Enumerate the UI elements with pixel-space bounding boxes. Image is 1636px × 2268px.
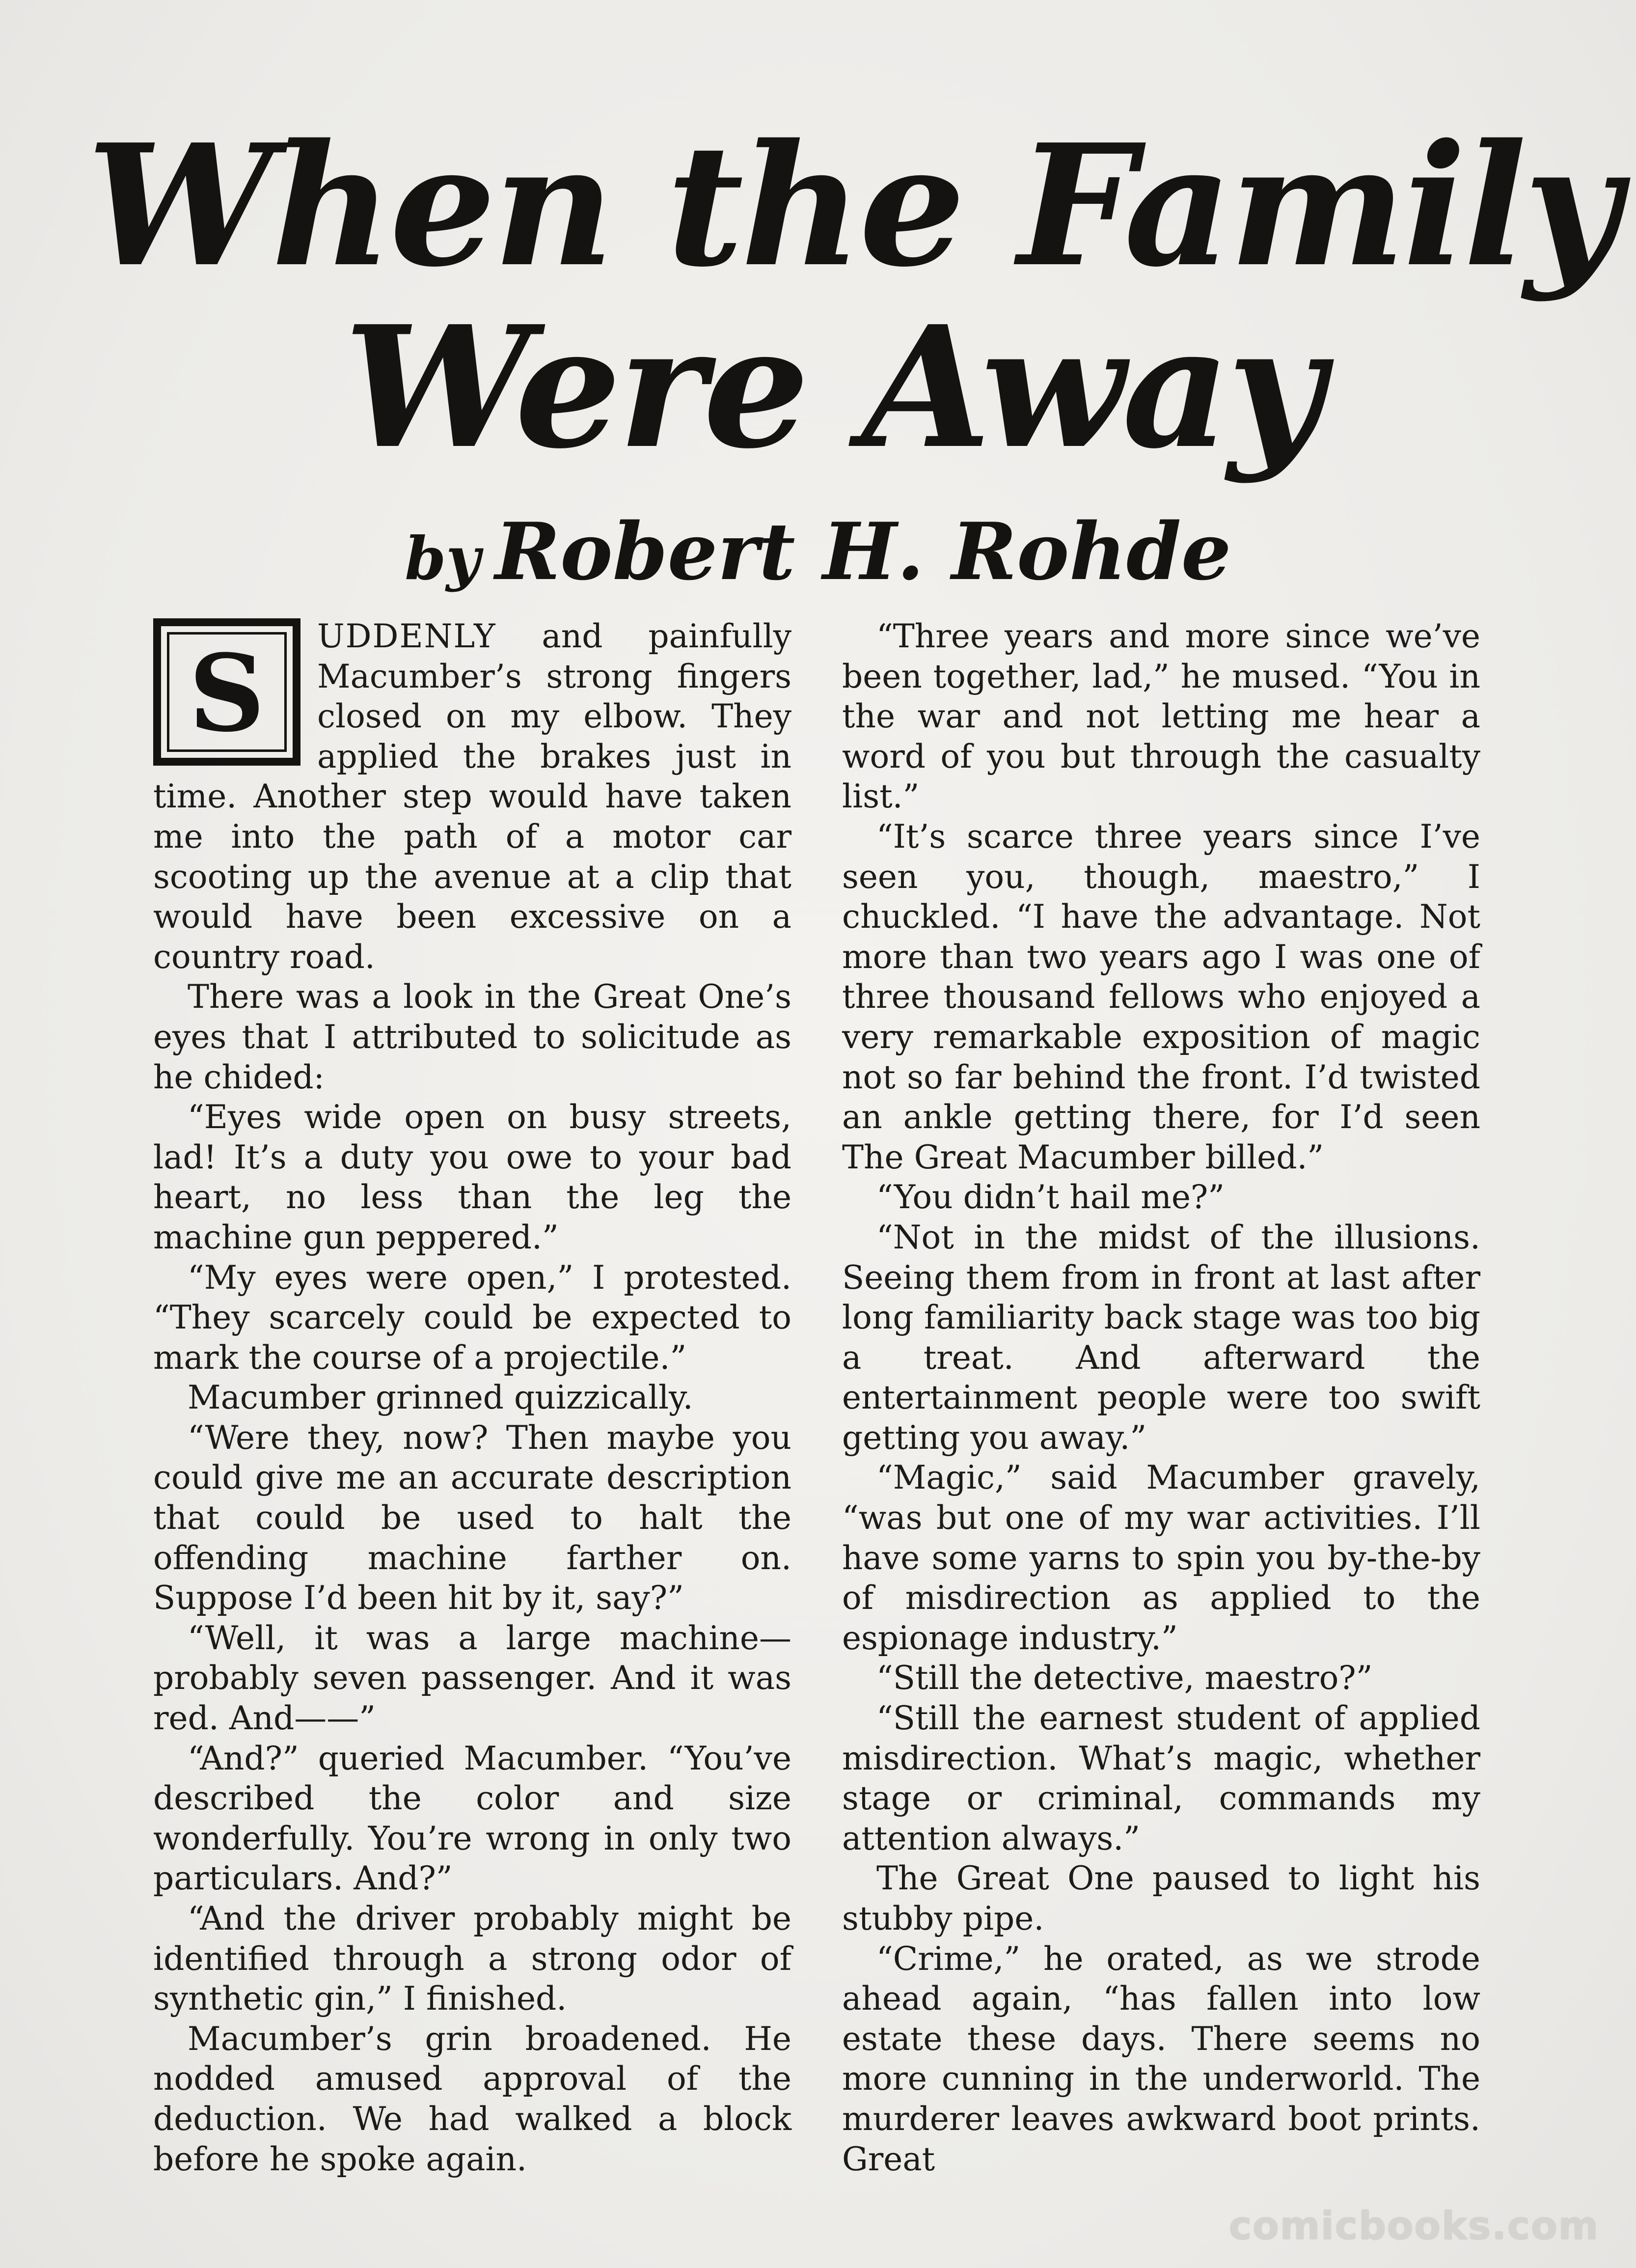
author-name: Robert H. Rohde (495, 505, 1231, 598)
paragraph: “Three years and more since we’ve been together, lad,” he mused. “You in the war and not letting me hear a word of you but through the casualty list.” (842, 617, 1480, 816)
paragraph: “Eyes wide open on busy streets, lad! It’s a duty you owe to your bad heart, no less than the leg the machine gun peppered.” (153, 1098, 791, 1256)
opening-paragraph-text: and painfully Macumber’s strong fingers closed on my elbow. They applied the brakes just in time. Another step would have taken me into the path of a motor car scooting up the avenue at a clip that would have been excessive on a country road. (153, 617, 791, 976)
paragraph: Macumber’s grin broadened. He nodded amused approval of the deduction. We had walked a block before he spoke again. (153, 2019, 791, 2178)
paragraph: “Magic,” said Macumber gravely, “was but one of my war activities. I’ll have some yarns to spin you by-the-by of misdirection as applied to the espionage industry.” (842, 1459, 1480, 1657)
paragraph: “Not in the midst of the illusions. Seeing them from in front at last after long familiarity back stage was too big a treat. And afterward the entertainment people were too swift getting you away.” (842, 1218, 1480, 1457)
drop-cap-letter: S (167, 632, 287, 752)
right-column (842, 616, 1480, 2179)
drop-cap (153, 618, 300, 766)
paragraph: “Still the detective, maestro?” (876, 1659, 1373, 1697)
opening-lead-caps: UDDENLY (317, 617, 496, 655)
paragraph: “Well, it was a large machine—probably seven passenger. And it was red. And——” (153, 1619, 791, 1738)
paragraph: “And the driver probably might be identified through a strong odor of synthetic gin,” I finished. (153, 1900, 791, 2018)
watermark: comicbooks.com (1228, 2204, 1599, 2248)
paragraph: “Still the earnest student of applied misdirection. What’s magic, whether stage or criminal, commands my attention always.” (842, 1699, 1480, 1857)
paragraph: “Crime,” he orated, as we strode ahead again, “has fallen into low estate these days. There seems no more cunning in the underworld. The murderer leaves awkward boot prints. Great (842, 1939, 1480, 2178)
paragraph: There was a look in the Great One’s eyes that I attributed to solicitude as he chided: (153, 978, 791, 1096)
paragraph: “Were they, now? Then maybe you could give me an accurate description that could be used to halt the offending machine farther on. Suppose I’d been hit by it, say?” (153, 1418, 791, 1617)
paragraph: Macumber grinned quizzically. (188, 1379, 693, 1417)
byline (0, 505, 1636, 598)
left-column (153, 616, 791, 2179)
title-line-1: When the Family (86, 108, 1618, 304)
paragraph: “It’s scarce three years since I’ve seen you, though, maestro,” I chuckled. “I have the advantage. Not more than two years ago I was one of three thousand fellows who enjoyed a very remarkable exposition of magic not so far behind the front. I’d twisted an ankle getting there, for I’d seen The Great Macumber billed.” (842, 817, 1480, 1176)
byline-prefix: by (405, 524, 481, 593)
paragraph: “You didn’t hail me?” (876, 1178, 1225, 1217)
paragraph: The Great One paused to light his stubby pipe. (842, 1859, 1480, 1937)
paragraph: “And?” queried Macumber. “You’ve described the color and size wonderfully. You’re wrong in only two particulars. And?” (153, 1739, 791, 1898)
paragraph: “My eyes were open,” I protested. “They scarcely could be expected to mark the course of a projectile.” (153, 1258, 791, 1377)
title-line-2: Were Away (344, 290, 1322, 486)
